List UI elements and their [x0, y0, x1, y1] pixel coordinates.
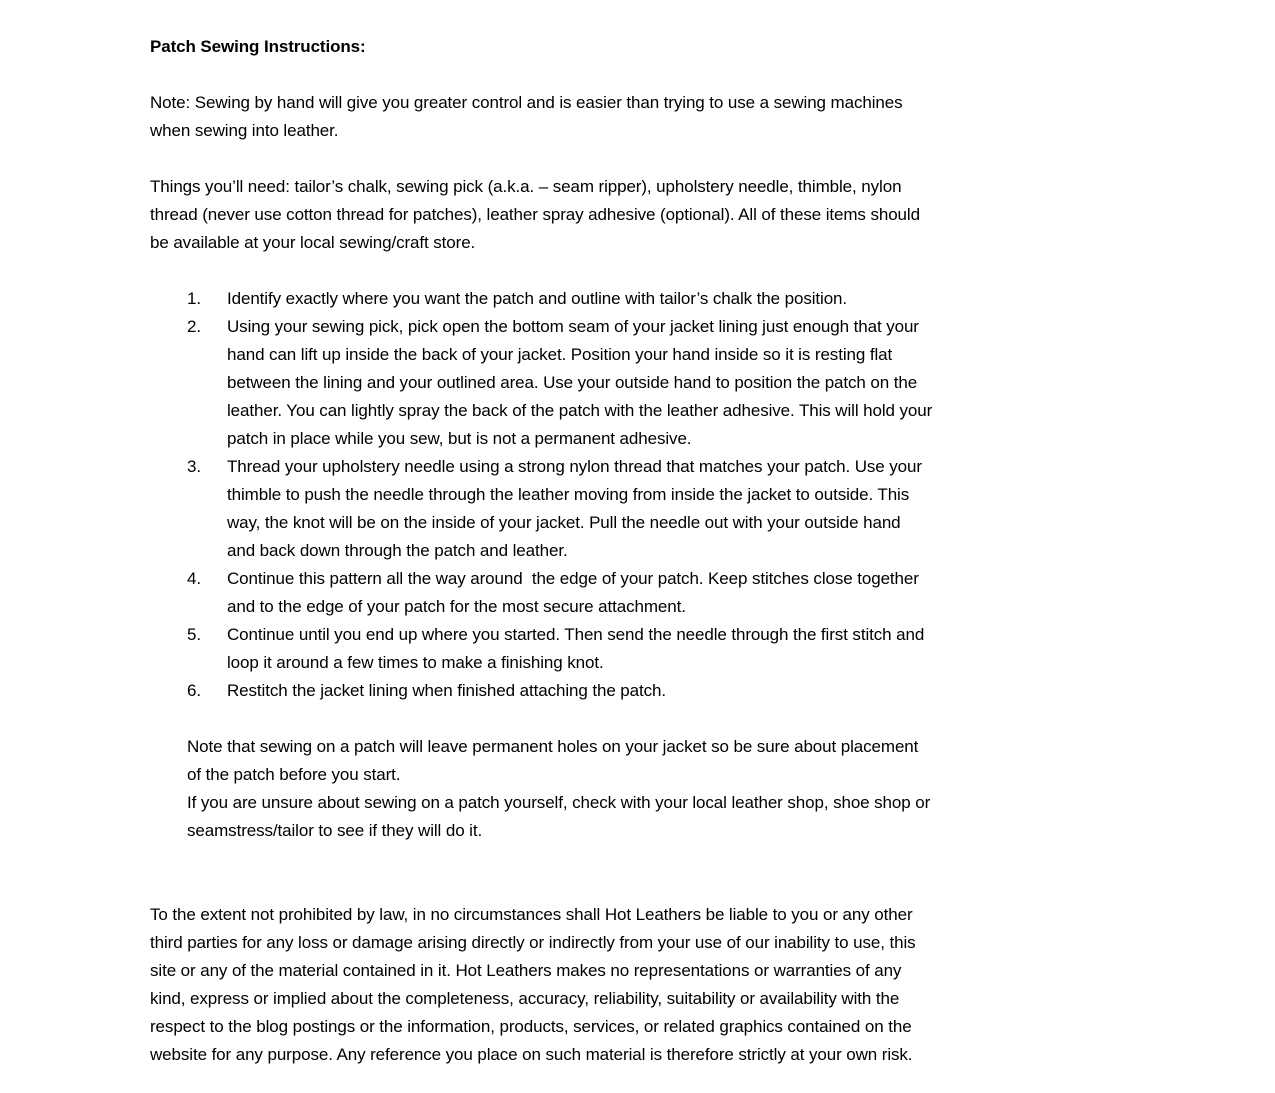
intro-note-paragraph [150, 89, 1175, 145]
text-line: Using your sewing pick, pick open the bottom seam of your jacket lining just enough that your [227, 317, 919, 336]
text-line: Note that sewing on a patch will leave permanent holes on your jacket so be sure about placement [187, 737, 919, 756]
step-item [150, 285, 1175, 313]
closing-notes-paragraph [187, 733, 1175, 845]
text-line: third parties for any loss or damage arising directly or indirectly from your use of our inability to use, this [150, 933, 916, 952]
supplies-paragraph [150, 173, 1175, 257]
text-line: Identify exactly where you want the patch and outline with tailor’s chalk the position. [227, 289, 848, 308]
step-text [227, 453, 1175, 565]
text-line: Note: Sewing by hand will give you greater control and is easier than trying to use a sewing machines [150, 93, 903, 112]
step-item [150, 453, 1175, 565]
text-line: site or any of the material contained in it. Hot Leathers makes no representations or warranties of any [150, 961, 902, 980]
document-title: Patch Sewing Instructions: [150, 37, 366, 56]
text-line: loop it around a few times to make a finishing knot. [227, 653, 604, 672]
step-text [227, 313, 1175, 453]
step-text [227, 565, 1175, 621]
text-line: patch in place while you sew, but is not a permanent adhesive. [227, 429, 692, 448]
text-line: To the extent not prohibited by law, in no circumstances shall Hot Leathers be liable to you or any other [150, 905, 913, 924]
text-line: Restitch the jacket lining when finished attaching the patch. [227, 681, 667, 700]
step-item [150, 313, 1175, 453]
step-item [150, 565, 1175, 621]
text-line: thread (never use cotton thread for patches), leather spray adhesive (optional). All of these items should [150, 205, 920, 224]
step-text [227, 621, 1175, 677]
text-line: thimble to push the needle through the leather moving from inside the jacket to outside. This [227, 485, 910, 504]
text-line: Thread your upholstery needle using a strong nylon thread that matches your patch. Use your [227, 457, 922, 476]
step-number: 1. [187, 289, 201, 308]
text-line: kind, express or implied about the completeness, accuracy, reliability, suitability or availability with the [150, 989, 900, 1008]
step-text [227, 285, 1175, 313]
text-line: hand can lift up inside the back of your jacket. Position your hand inside so it is resting flat [227, 345, 893, 364]
text-line: of the patch before you start. [187, 765, 401, 784]
step-text [227, 677, 1175, 705]
text-line: and back down through the patch and leather. [227, 541, 568, 560]
text-line: Continue until you end up where you started. Then send the needle through the first stitch and [227, 625, 925, 644]
text-line: be available at your local sewing/craft store. [150, 233, 476, 252]
text-line: Things you’ll need: tailor’s chalk, sewing pick (a.k.a. – seam ripper), upholstery needle, thimble, nylon [150, 177, 902, 196]
text-line: leather. You can lightly spray the back of the patch with the leather adhesive. This will hold your [227, 401, 933, 420]
instruction-steps-list [150, 285, 1175, 705]
text-line: way, the knot will be on the inside of your jacket. Pull the needle out with your outside hand [227, 513, 901, 532]
step-number: 5. [187, 625, 201, 644]
step-number: 3. [187, 457, 201, 476]
text-line: If you are unsure about sewing on a patch yourself, check with your local leather shop, shoe shop or [187, 793, 931, 812]
step-number: 4. [187, 569, 201, 588]
text-line: between the lining and your outlined area. Use your outside hand to position the patch on the [227, 373, 918, 392]
disclaimer-paragraph [150, 901, 1175, 1069]
step-item [150, 677, 1175, 705]
step-number: 2. [187, 317, 201, 336]
text-line: website for any purpose. Any reference you place on such material is therefore strictly at your own risk. [150, 1045, 913, 1064]
text-line: respect to the blog postings or the information, products, services, or related graphics contained on the [150, 1017, 912, 1036]
text-line: and to the edge of your patch for the most secure attachment. [227, 597, 686, 616]
text-line: when sewing into leather. [150, 121, 339, 140]
text-line: seamstress/tailor to see if they will do it. [187, 821, 483, 840]
text-line: Continue this pattern all the way around the edge of your patch. Keep stitches close together [227, 569, 919, 588]
step-number: 6. [187, 681, 201, 700]
step-item [150, 621, 1175, 677]
